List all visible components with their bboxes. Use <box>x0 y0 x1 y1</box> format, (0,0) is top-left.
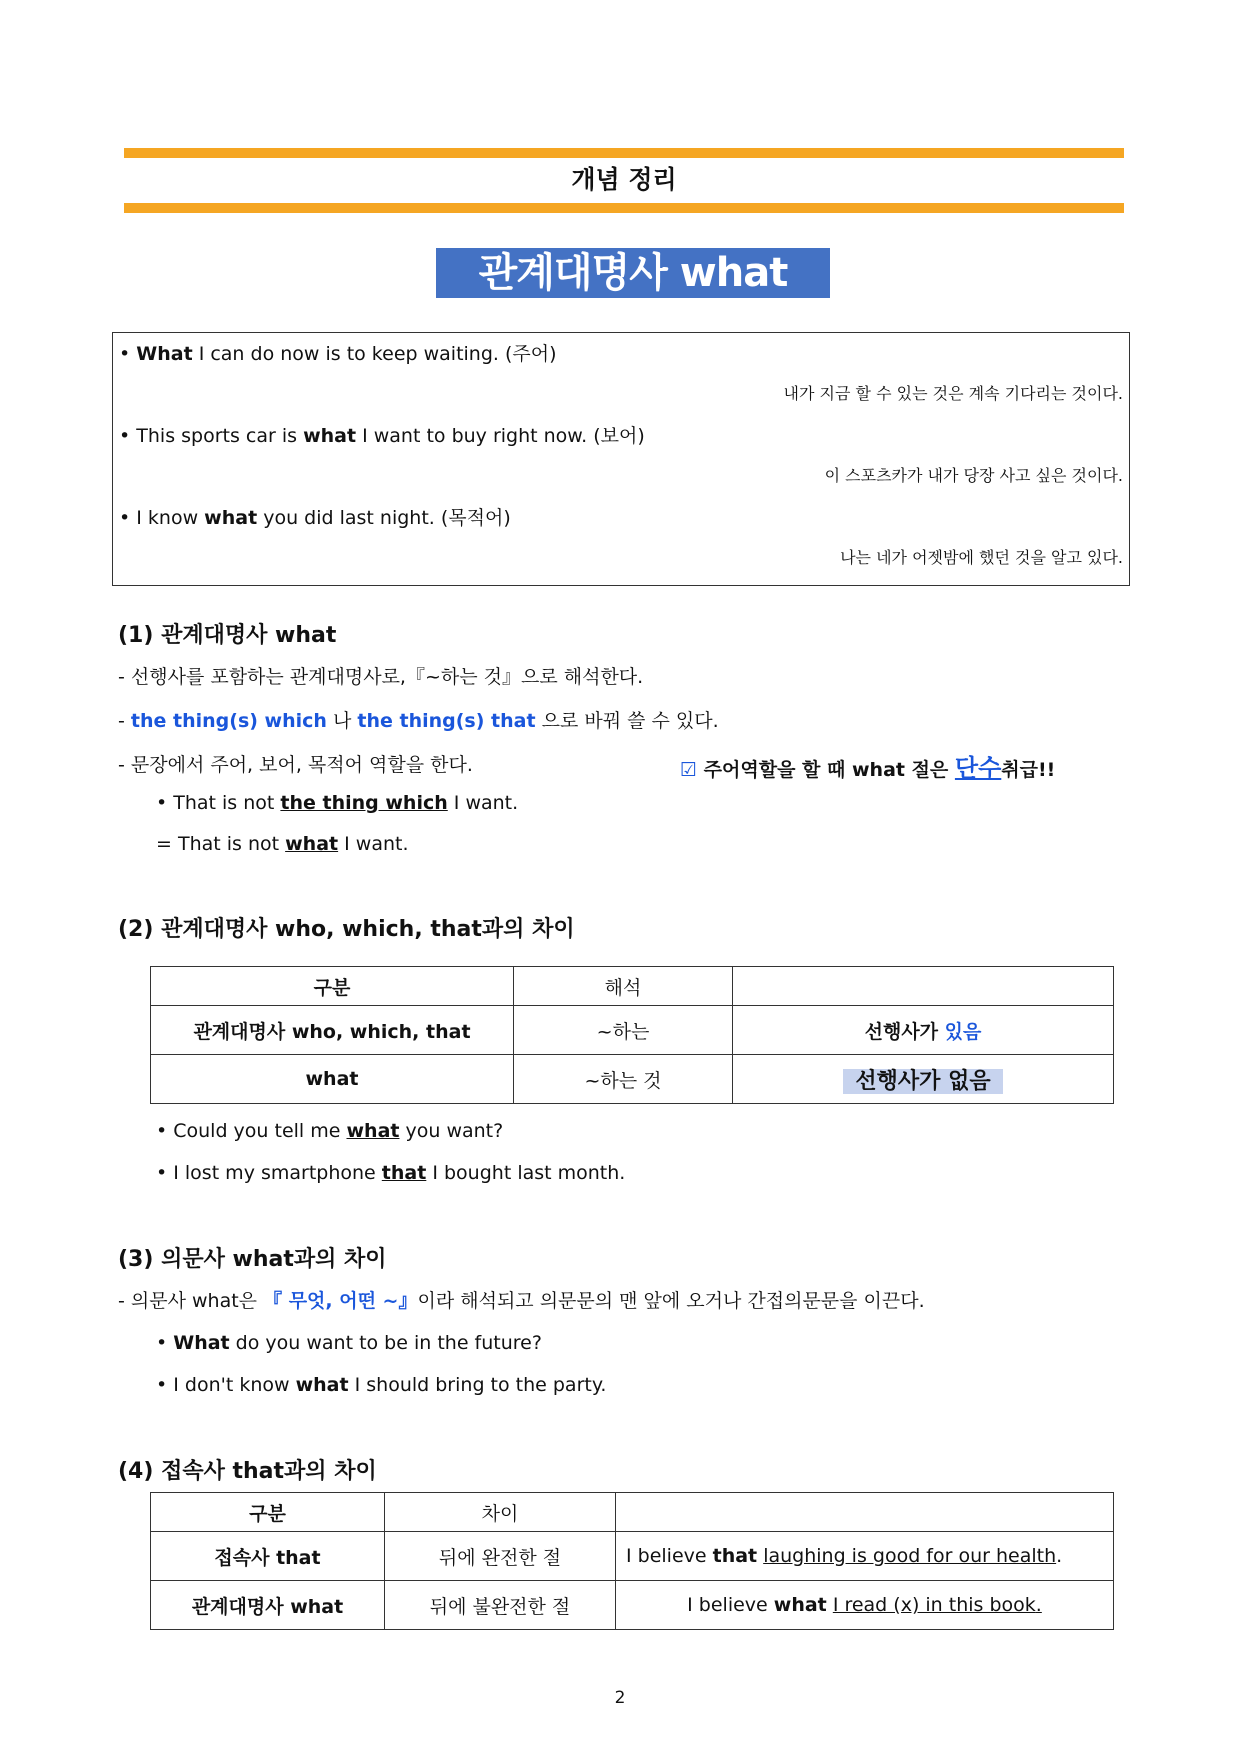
table-cell: 관계대명사 what <box>151 1581 385 1630</box>
table-cell <box>733 1055 1114 1104</box>
s3-example-1: • What do you want to be in the future? <box>156 1332 542 1354</box>
s1-line-3: - 문장에서 주어, 보어, 목적어 역할을 한다. <box>118 754 473 776</box>
s2-example-1: • Could you tell me what you want? <box>156 1120 504 1142</box>
note-singular: ☑ 주어역할을 할 때 what 절은 단수취급!! <box>680 754 1056 782</box>
table-cell: ~하는 것 <box>514 1055 733 1104</box>
table-header: 구분 <box>151 1493 385 1532</box>
example-translation: 내가 지금 할 수 있는 것은 계속 기다리는 것이다. <box>783 384 1123 403</box>
example-sentence: • This sports car is what I want to buy right now. (보어) <box>119 425 645 447</box>
highlight: 선행사가 없음 <box>843 1069 1002 1094</box>
table-cell: ~하는 <box>514 1006 733 1055</box>
page-heading: 개념 정리 <box>571 165 677 194</box>
example-box <box>112 332 1130 586</box>
section-3-title: (3) 의문사 what과의 차이 <box>118 1247 387 1272</box>
comparison-table-2 <box>150 1492 1114 1630</box>
table-header: 차이 <box>385 1493 616 1532</box>
main-title: 관계대명사 what <box>436 248 830 298</box>
table-cell: 뒤에 불완전한 절 <box>385 1581 616 1630</box>
table-header: 해석 <box>514 967 733 1006</box>
checkbox-icon: ☑ <box>680 759 698 781</box>
table-cell: 접속사 that <box>151 1532 385 1581</box>
example-sentence: • What I can do now is to keep waiting. (주어) <box>119 343 557 365</box>
section-2-title: (2) 관계대명사 who, which, that과의 차이 <box>118 917 575 942</box>
s2-example-2: • I lost my smartphone that I bought last month. <box>156 1162 626 1184</box>
table-header: 구분 <box>151 967 514 1006</box>
s1-line-2: - the thing(s) which 나 the thing(s) that 으로 바꿔 쓸 수 있다. <box>118 710 719 732</box>
table-cell: I believe that laughing is good for our health. <box>616 1532 1114 1581</box>
header-bottom-bar <box>124 203 1124 213</box>
page-number: 2 <box>614 1688 626 1708</box>
section-1-title: (1) 관계대명사 what <box>118 623 337 648</box>
header-top-bar <box>124 148 1124 158</box>
s1-example-1: • That is not the thing which I want. <box>156 792 519 814</box>
table-cell: 뒤에 완전한 절 <box>385 1532 616 1581</box>
table-cell: 선행사가 있음 <box>733 1006 1114 1055</box>
example-translation: 나는 네가 어젯밤에 했던 것을 알고 있다. <box>840 548 1123 567</box>
example-translation: 이 스포츠카가 내가 당장 사고 싶은 것이다. <box>824 466 1123 485</box>
s3-line-1: - 의문사 what은 『 무엇, 어떤 ~』이라 해석되고 의문문의 맨 앞에 오거나 간접의문문을 이끈다. <box>118 1290 925 1312</box>
s3-example-2: • I don't know what I should bring to the party. <box>156 1374 607 1396</box>
s1-line-1: - 선행사를 포함하는 관계대명사로,『~하는 것』으로 해석한다. <box>118 666 644 688</box>
table-header <box>616 1493 1114 1532</box>
table-cell: what <box>151 1055 514 1104</box>
table-header <box>733 967 1114 1006</box>
example-sentence: • I know what you did last night. (목적어) <box>119 507 511 529</box>
section-4-title: (4) 접속사 that과의 차이 <box>118 1459 377 1484</box>
comparison-table-1 <box>150 966 1114 1104</box>
table-cell: I believe what I read (x) in this book. <box>616 1581 1114 1630</box>
table-cell: 관계대명사 who, which, that <box>151 1006 514 1055</box>
s1-example-2: = That is not what I want. <box>156 833 409 855</box>
